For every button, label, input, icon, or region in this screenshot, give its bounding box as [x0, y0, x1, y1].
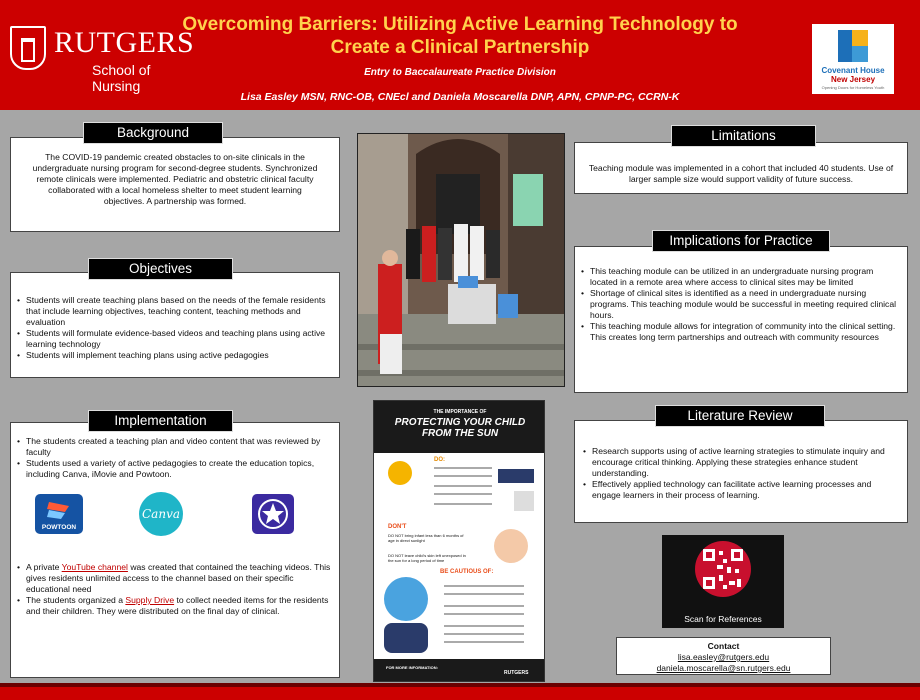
covenant-house-mark-icon	[838, 30, 868, 62]
division: Entry to Baccalaureate Practice Division	[364, 67, 556, 78]
limitations-text: Teaching module was implemented in a cohort that included 40 students. Use of larger sample size would support validity of future success.	[588, 163, 894, 184]
background-title: Background	[83, 122, 223, 144]
background-text: The COVID-19 pandemic created obstacles to on-site clinicals in the undergraduate nursing program for second-degree students. Synchronized remote clinicals were implemented. Pediatric and obstetric clinical faculty collaborated with a local homeless shelter to meet student learning objectives. A partnership was formed.	[32, 152, 318, 206]
powtoon-logo	[35, 494, 83, 534]
supply-drive-link[interactable]: Supply Drive	[125, 595, 175, 605]
literature-item: • Effectively applied technology can facilitate active learning processes and engage learners in their process of learning.	[583, 479, 899, 501]
literature-item: • Research supports using of active learning strategies to stimulate inquiry and encourage critical thinking. Applying these strategies enhance student understanding.	[583, 446, 899, 479]
imovie-logo	[252, 494, 294, 534]
qr-panel	[662, 535, 784, 628]
group-photo	[357, 133, 565, 387]
objectives-title: Objectives	[88, 258, 233, 280]
literature-title: Literature Review	[655, 405, 825, 427]
sun-safety-flyer	[373, 400, 545, 682]
implications-item: • This teaching module allows for integration of community into the clinical setting. This creates long term partnerships and outreach with community resources	[581, 321, 901, 343]
rutgers-logo	[10, 22, 200, 94]
flyer-brand: RUTGERS	[504, 670, 529, 676]
objectives-box	[10, 272, 340, 378]
contact-box	[616, 637, 831, 675]
literature-box	[574, 420, 908, 523]
limitations-box	[574, 142, 908, 194]
star-icon	[252, 494, 294, 534]
implications-title: Implications for Practice	[652, 230, 830, 252]
flyer-kicker: THE IMPORTANCE OF	[433, 409, 487, 415]
covenant-house-logo	[812, 24, 894, 94]
qr-code[interactable]	[695, 541, 751, 597]
tool-logos	[17, 480, 333, 562]
brand-name: RUTGERS	[54, 26, 195, 59]
objectives-item: • Students will implement teaching plans using active pedagogies	[17, 350, 333, 361]
objectives-item: • Students will formulate evidence-based videos and teaching plans using active learning technology	[17, 328, 333, 350]
flyer-dont-item: DO NOT bring infant less than 6 months of age in direct sunlight	[388, 533, 464, 543]
baby-icon	[494, 529, 528, 563]
footer-bar	[0, 683, 920, 700]
shield-icon	[10, 26, 46, 70]
implementation-item: • The students created a teaching plan and video content that was reviewed by faculty	[17, 436, 333, 458]
powtoon-label: POWTOON	[41, 524, 77, 531]
implications-item: • Shortage of clinical sites is identified as a need in undergraduate nursing programs. This teaching module would be successful in meeting required clinical hours.	[581, 288, 901, 321]
implementation-item: • Students used a variety of active pedagogies to create the education topics, including Canva, iMovie and Powtoon.	[17, 458, 333, 480]
limitations-title: Limitations	[671, 125, 816, 147]
implementation-title: Implementation	[88, 410, 233, 432]
partner-tagline: Opening Doors for Homeless Youth	[821, 85, 885, 90]
partner-name: Covenant House	[821, 66, 885, 75]
implementation-box	[10, 422, 340, 678]
poster-title: Overcoming Barriers: Utilizing Active Learning Technology to Create a Clinical Partnership	[182, 14, 738, 58]
flyer-cautious-label: BE CAUTIOUS OF:	[440, 569, 494, 575]
canva-label: Canva	[142, 507, 180, 521]
qr-caption: Scan for References	[684, 614, 762, 624]
background-box	[10, 137, 340, 232]
contact-label: Contact	[707, 641, 740, 651]
flyer-dont-label: DON'T	[388, 524, 407, 530]
objectives-item: • Students will create teaching plans based on the needs of the female residents that include learning objectives, teaching content, teaching methods and evaluation	[17, 295, 333, 328]
partner-state: New Jersey	[830, 75, 876, 84]
flyer-headline: PROTECTING YOUR CHILD FROM THE SUN	[394, 417, 526, 439]
implications-item: • This teaching module can be utilized in an undergraduate nursing program located in a remote area where access to clinical sites may be limited	[581, 266, 901, 288]
implementation-item: • A private YouTube channel was created that contained the teaching videos. This gives residents unlimited access to the channel based on their specific educational need	[17, 562, 333, 595]
contact-email[interactable]: lisa.easley@rutgers.edu	[677, 652, 770, 662]
school-name: School of Nursing	[92, 62, 151, 94]
flyer-footer: FOR MORE INFORMATION:	[386, 665, 438, 670]
contact-email[interactable]: daniela.moscarella@sn.rutgers.edu	[656, 663, 791, 673]
flyer-do-label: DO:	[434, 457, 445, 463]
poster-header	[0, 0, 920, 110]
implementation-item: • The students organized a Supply Drive to collect needed items for the residents and their children. They were distributed on the final day of clinical.	[17, 595, 333, 617]
flyer-dont-item: DO NOT leave child's skin left unexposed in the sun for a long period of time	[388, 553, 466, 563]
canva-logo	[139, 492, 183, 536]
youtube-channel-link[interactable]: YouTube channel	[61, 562, 128, 572]
implications-box	[574, 246, 908, 393]
authors: Lisa Easley MSN, RNC-OB, CNEcl and Daniela Moscarella DNP, APN, CPNP-PC, CCRN-K	[240, 91, 680, 103]
